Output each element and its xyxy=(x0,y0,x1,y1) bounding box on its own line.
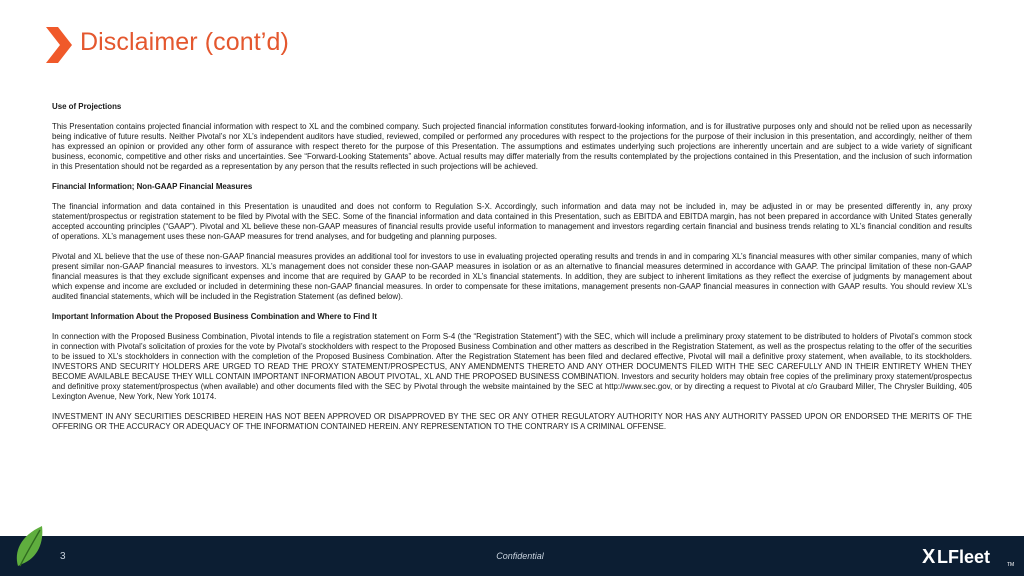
disclaimer-body xyxy=(52,102,972,442)
section-heading-non-gaap: Financial Information; Non-GAAP Financial Measures xyxy=(52,182,253,191)
paragraph: This Presentation contains projected financial information with respect to XL and the combined company. Such projected financial information constitutes forward-looking information, and is for illustrative purposes only and should not be relied upon as necessarily being indicative of future results. Neither Pivotal’s nor XL’s independent auditors have studied, reviewed, compiled or performed any procedures with respect to the projections for the purpose of their inclusion in this presentation, and accordingly, neither of them has expressed an opinion or provided any other form of assurance with respect thereto for the purpose of this Presentation. The assumptions and estimates underlying such projections are inherently uncertain and are subject to a wide variety of significant business, economic, competitive and other risks and uncertainties. See “Forward-Looking Statements” above. Actual results may differ materially from the results contemplated by the projections contained in this Presentation, and the inclusion of such information in this Presentation should not be regarded as a representation by any person that the results reflected in such projections will be achieved. xyxy=(52,122,972,171)
paragraph: The financial information and data contained in this Presentation is unaudited and does not conform to Regulation S-X. Accordingly, such information and data may not be included in, may be adjusted in or may be presented differently in, any proxy statement/prospectus or registration statement to be filed by Pivotal with the SEC. Some of the financial information and data contained in this Presentation, such as EBITDA and EBITDA margin, has not been prepared in accordance with United States generally accepted accounting principles (“GAAP”). Pivotal and XL believe these non-GAAP measures of financial results provide useful information to management and investors regarding certain financial and business trends relating to XL’s financial condition and results of operations. XL’s management uses these non-GAAP measures for trend analyses, and for budgeting and planning purposes. xyxy=(52,202,972,241)
leaf-icon xyxy=(12,522,48,570)
paragraph: Pivotal and XL believe that the use of these non-GAAP financial measures provides an additional tool for investors to use in evaluating projected operating results and trends in and in comparing XL’s financial measures with other similar companies, many of which present similar non-GAAP financial measures to investors. XL’s management does not consider these non-GAAP measures in isolation or as an alternative to financial measures determined in accordance with GAAP. The principal limitation of these non-GAAP financial measures is that they exclude significant expenses and income that are required by GAAP to be recorded in XL’s financial statements. In addition, they are subject to inherent limitations as they reflect the exercise of judgments by management about which expense and income are excluded or included in determining these non-GAAP financial measures. In order to compensate for these imitations, management presents non-GAAP financial measures in connection with GAAP results. You should review XL’s audited financial statements, which will be included in the Registration Statement (as defined below). xyxy=(52,252,972,301)
confidential-label: Confidential xyxy=(496,551,544,561)
logo-wordmark: LFleet xyxy=(937,547,991,567)
xlfleet-logo xyxy=(920,544,1016,568)
logo-trademark: TM xyxy=(1007,562,1015,568)
section-heading-business-combination: Important Information About the Proposed Business Combination and Where to Find It xyxy=(52,312,377,321)
paragraph: In connection with the Proposed Business Combination, Pivotal intends to file a registration statement on Form S-4 (the “Registration Statement”) with the SEC, which will include a preliminary proxy statement to be distributed to holders of Pivotal’s common stock in connection with Pivotal’s solicitation of proxies for the vote by Pivotal’s stockholders with respect to the Proposed Business Combination and other matters as described in the Registration Statement, as well as the prospectus relating to the offer of the securities to be issued to XL’s stockholders in connection with the completion of the Proposed Business Combination. After the Registration Statement has been filed and declared effective, Pivotal will mail a definitive proxy statement, when available, to its stockholders. INVESTORS AND SECURITY HOLDERS ARE URGED TO READ THE PROXY STATEMENT/PROSPECTUS, ANY AMENDMENTS THERETO AND ANY OTHER DOCUMENTS FILED WITH THE SEC CAREFULLY AND IN THEIR ENTIRETY WHEN THEY BECOME AVAILABLE BECAUSE THEY WILL CONTAIN IMPORTANT INFORMATION ABOUT PIVOTAL, XL AND THE PROPOSED BUSINESS COMBINATION. Investors and security holders may obtain free copies of the preliminary proxy statement/prospectus and definitive proxy statement/prospectus (when available) and other documents filed with the SEC by Pivotal through the website maintained by the SEC at http://www.sec.gov, or by directing a request to Pivotal at c/o Graubard Miller, The Chrysler Building, 405 Lexington Avenue, New York, New York 10174. xyxy=(52,332,972,401)
chevron-right-icon xyxy=(46,27,72,63)
paragraph: INVESTMENT IN ANY SECURITIES DESCRIBED HEREIN HAS NOT BEEN APPROVED OR DISAPPROVED BY THE SEC OR ANY OTHER REGULATORY AUTHORITY NOR HAS ANY AUTHORITY PASSED UPON OR ENDORSED THE MERITS OF THE OFFERING OR THE ACCURACY OR ADEQUACY OF THE INFORMATION CONTAINED HEREIN. ANY REPRESENTATION TO THE CONTRARY IS A CRIMINAL OFFENSE. xyxy=(52,412,972,431)
page-title: Disclaimer (cont’d) xyxy=(80,28,289,56)
section-heading-projections: Use of Projections xyxy=(52,102,122,111)
logo-x-letter: X xyxy=(922,546,936,568)
page-number: 3 xyxy=(60,551,66,562)
